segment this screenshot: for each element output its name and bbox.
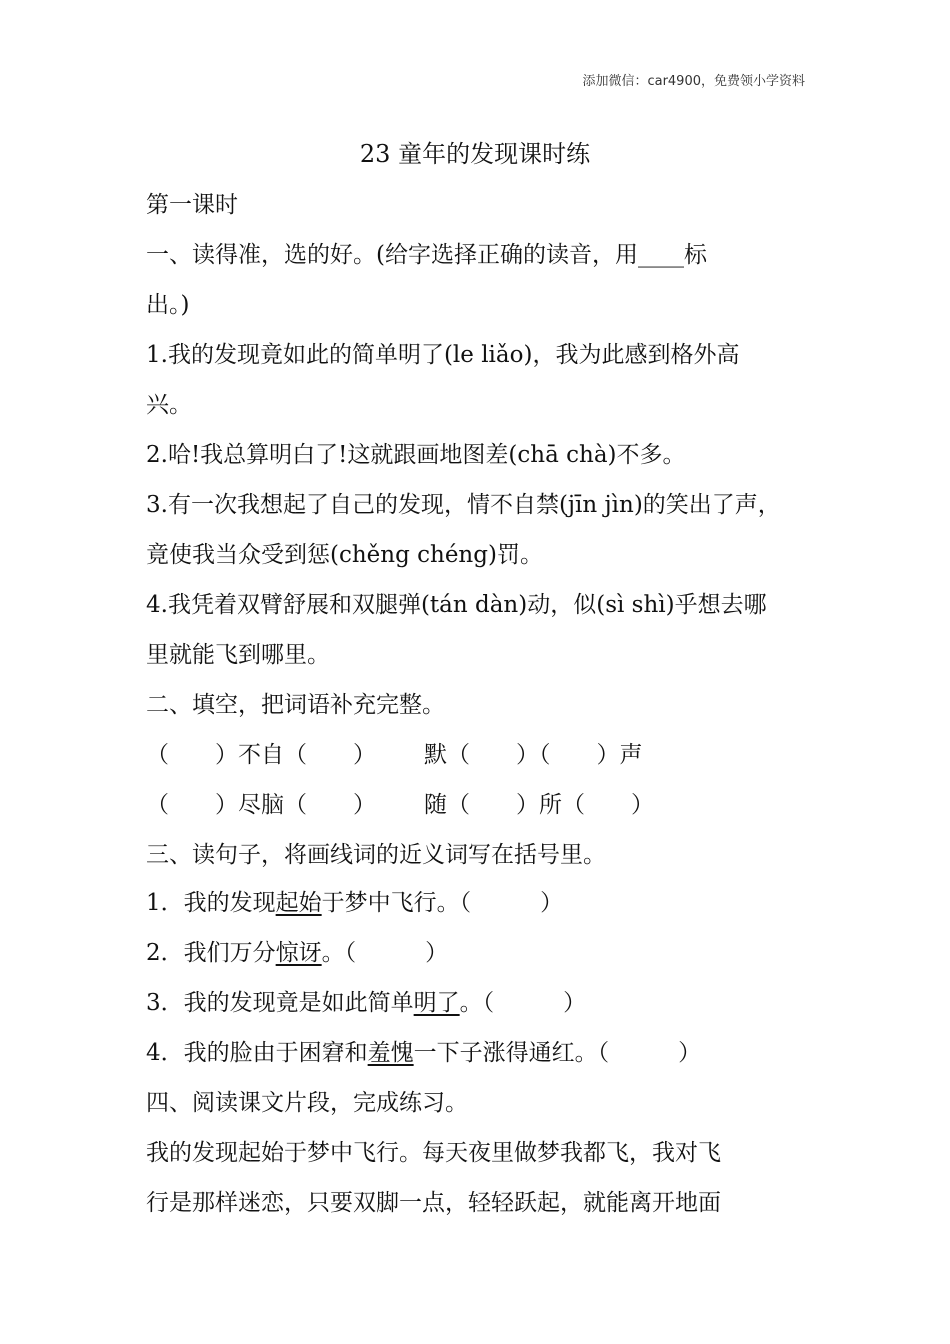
fill-row-2 (146, 786, 654, 819)
underlined-word: 羞愧 (367, 1040, 414, 1066)
synonym-item (146, 1034, 701, 1067)
section4-heading: 四、阅读课文片段，完成练习。 (146, 1090, 468, 1116)
section2-heading: 二、填空，把词语补充完整。 (146, 692, 445, 718)
sentence-text: 。（ ） (459, 990, 587, 1016)
fill-item: 随（ ）所（ ） (424, 792, 654, 818)
question-4-cont: 里就能飞到哪里。 (146, 642, 330, 668)
synonym-item (146, 984, 586, 1017)
lesson-label: 第一课时 (146, 192, 238, 218)
underlined-word: 明了 (413, 990, 460, 1016)
question-4: 4.我凭着双臂舒展和双腿弹(tán dàn)动，似(sì shì)乎想去哪 (146, 592, 767, 618)
fill-item: （ ）尽脑（ ） (146, 792, 376, 818)
fill-item: （ ）不自（ ） (146, 742, 376, 768)
question-1: 1.我的发现竟如此的简单明了(le liǎo)，我为此感到格外高 (146, 342, 740, 368)
sentence-text: 3．我的发现竟是如此简单 (146, 990, 414, 1016)
underlined-word: 起始 (275, 890, 322, 916)
sentence-text: 于梦中飞行。（ ） (321, 890, 564, 916)
fill-item: 默（ ）（ ）声 (424, 742, 643, 768)
sentence-text: 2．我们万分 (146, 940, 276, 966)
fill-row-1 (146, 736, 643, 769)
reading-paragraph-cont: 行是那样迷恋，只要双脚一点，轻轻跃起，就能离开地面 (146, 1190, 721, 1216)
reading-paragraph: 我的发现起始于梦中飞行。每天夜里做梦我都飞，我对飞 (146, 1140, 721, 1166)
synonym-item (146, 934, 448, 967)
page-title: 23 童年的发现课时练 (359, 140, 591, 168)
section1-heading: 一、读得准，选的好。(给字选择正确的读音，用____标 (146, 242, 707, 268)
question-3: 3.有一次我想起了自己的发现，情不自禁(jīn jìn)的笑出了声， (146, 492, 781, 518)
sentence-text: 1．我的发现 (146, 890, 276, 916)
question-1-cont: 兴。 (146, 392, 192, 418)
question-3-cont: 竟使我当众受到惩(chěng chéng)罚。 (146, 542, 543, 568)
question-2: 2.哈!我总算明白了!这就跟画地图差(chā chà)不多。 (146, 442, 686, 468)
header-note: 添加微信：car4900，免费领小学资料 (582, 74, 805, 89)
sentence-text: 4．我的脸由于困窘和 (146, 1040, 368, 1066)
section3-heading: 三、读句子，将画线词的近义词写在括号里。 (146, 842, 606, 868)
sentence-text: 一下子涨得通红。（ ） (413, 1040, 702, 1066)
synonym-item (146, 884, 563, 917)
underlined-word: 惊讶 (275, 940, 322, 966)
sentence-text: 。（ ） (321, 940, 449, 966)
section1-heading-cont: 出。) (146, 292, 190, 318)
